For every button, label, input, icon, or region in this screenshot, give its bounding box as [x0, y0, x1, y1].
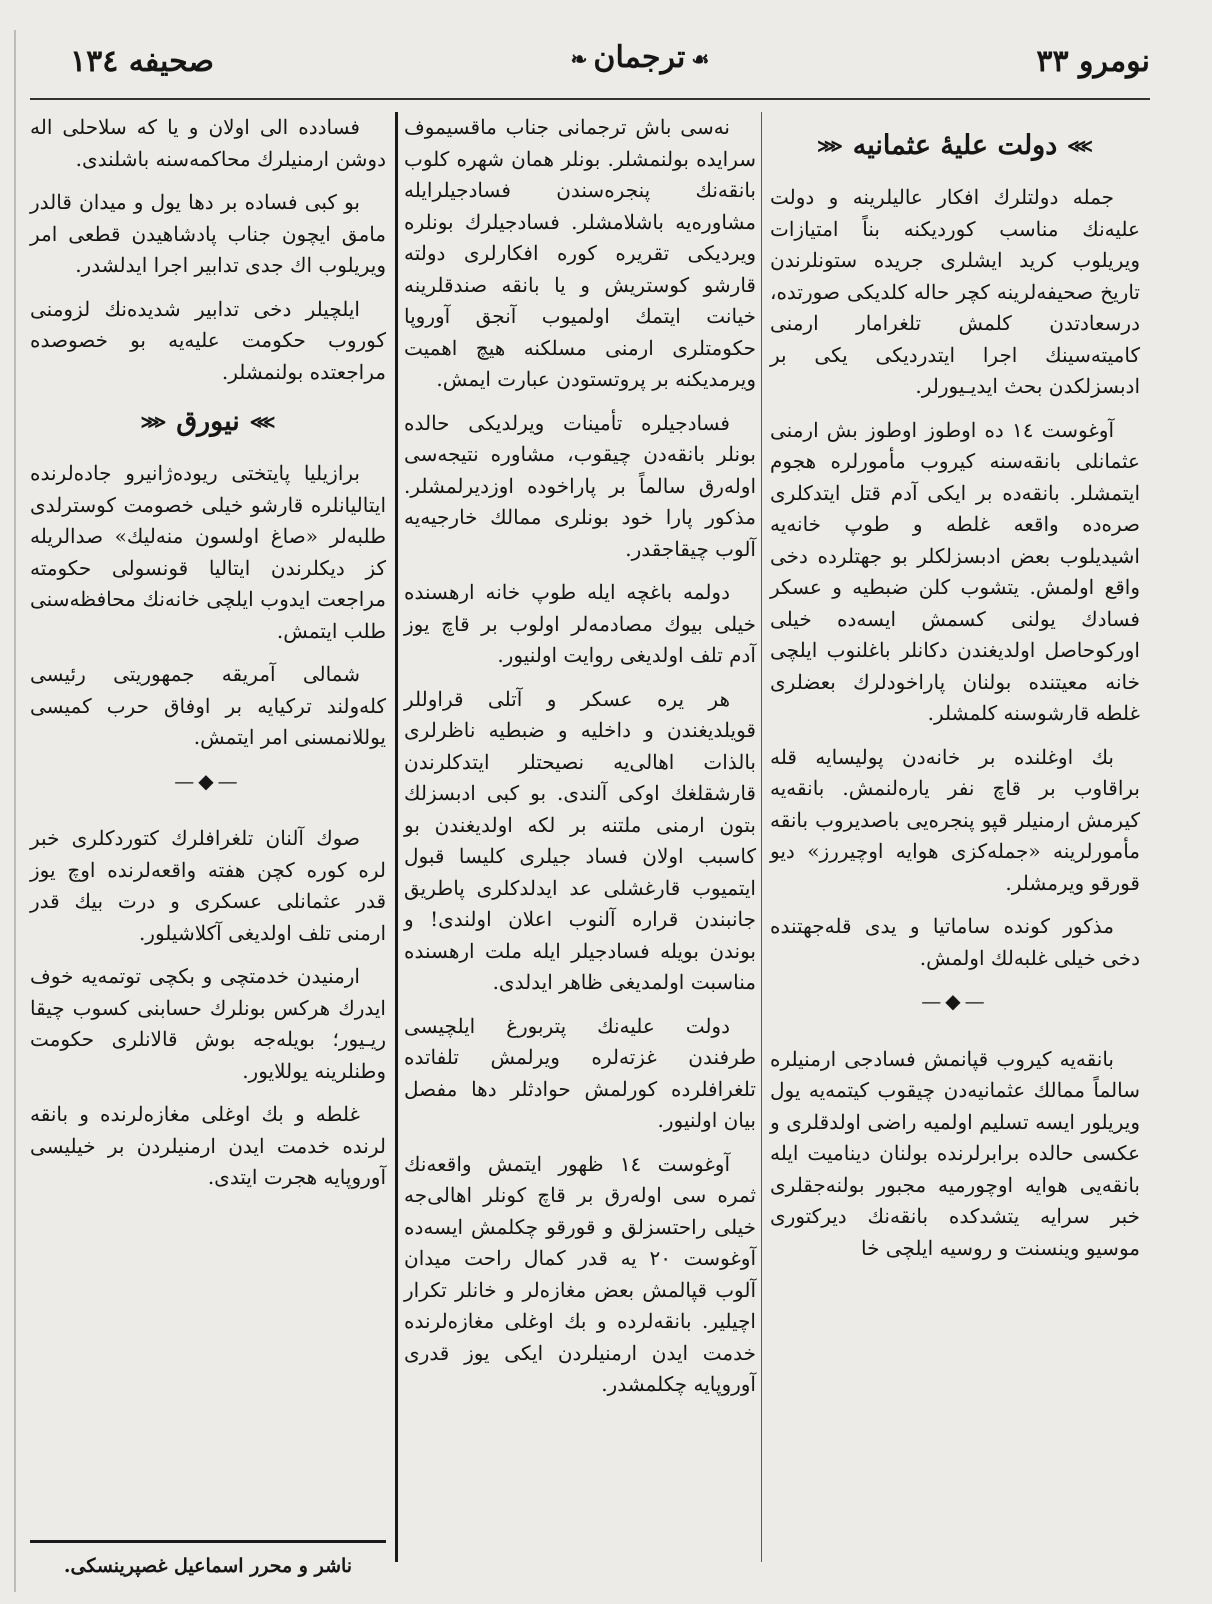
masthead-rule — [30, 98, 1150, 100]
heading-text: دولت علیهٔ عثمانیه — [852, 130, 1058, 161]
article-paragraph: ارمنیدن خدمتچی و بكچی توتمه‌یه خوف ایدرك هركس بونلرك حسابنی كسوب چیقا ریـیور؛ بویله‌جه بوش قالانلری حكومت وطنلرینه یوللایور. — [30, 964, 386, 1083]
issue-number: نومرو ۳۳ — [1036, 44, 1150, 79]
article-paragraph: بك اوغلنده بر خانه‌دن پولیسایه قله براقاوب بر قاچ نفر یاره‌لنمش. بانقه‌یه كیرمش ارمنیلر قپو پنجره‌یی باصدیروب بانقه مأمورلرینه «جمله‌كزی هوایه اوچیررز» دیو قورقو ویرمشلر. — [770, 744, 1140, 895]
flourish-icon: ❧ — [570, 47, 588, 71]
article-paragraph: آوغوست ١٤ ظهور ایتمش واقعه‌نك ثمره سی اوله‌رق بر قاچ كونلر اهالی‌جه خیلی راحتسزلق و قورقو چكلمش ایسه‌ده آوغوست ٢٠ یه قدر كمال راحت میدان آلوب قپالمش بعض مغازه‌لر و خانلر تكرار اچیلیر. بانقه‌لرده و بك اوغلی مغازه‌لرنده خدمت ایدن ارمنیلردن ایكی یوز قدری آوروپایه چكلمشدر. — [404, 1151, 756, 1396]
article-paragraph: بانقه‌یه كیروب قپانمش فسادجی ارمنیلره سالماً ممالك عثمانیه‌دن چیقوب كیتمه‌یه یول ویریلور ایسه تسلیم اولمیه راضی اولدقلری و عكسی حالده برابرلرنده بولنان دینامیت ایله بانقه‌یی هوایه اوچورمیه مجبور بولنه‌جقلری خبر سرایه یتشدكده بانقه‌نك دیركتوری موسیو وینسنت و روسیه ایلچی خا — [770, 1046, 1140, 1260]
newspaper-title — [540, 40, 740, 75]
section-heading-new-york — [30, 406, 386, 438]
article-paragraph: آوغوست ١٤ ده اوطوز اوطوز بش ارمنی عثمانلی بانقه‌سنه كیروب مأمورلره هجوم ایتمشلر. بانقه‌ده بر ایكی آدم قتل ایتدكلری صره‌ده واقعه غلطه و طوپ خانه‌یه اشیدیلوب بعض ادبسزلكلر بو جهتلرده دخی واقع اولمش. یتشوب كلن ضبطیه و عسكر فسادك یولنی كسمش ایسه‌ده خیلی اوركوحاصل اولدیغندن دكانلر باغلنوب ایلچی خانه معیتنده بولنان پاراخودلرك بعضلری غلطه قارشوسنه كلمشلر. — [770, 417, 1140, 726]
ornament-icon: ⋘ — [140, 411, 167, 433]
footer-rule — [30, 1540, 386, 1543]
article-paragraph: ایلچیلر دخی تدابیر شدیده‌نك لزومنی كوروب حكومت علیه‌یه بو خصوصده مراجعتده بولنمشلر. — [30, 296, 386, 384]
article-paragraph: بو كبی فساده بر دها یول و میدان قالدر مامق ایچون جناب پادشاهیدن قطعی امر ویریلوب اك جدی تدابیر اجرا ایدلشدر. — [30, 190, 386, 277]
article-paragraph: نه‌سی باش ترجمانی جناب ماقسیموف سرایده بولنمشلر. بونلر همان شهره كلوب بانقه‌نك پنجره‌سندن فسادجیلرایله مشاوره‌یه باشلامشلر. فسادجیلرك بونلره ویردیكی تقریره كوره افكارلری دولته قارشو كوستریش و یا بانقه صندقلرینه خیانت ایتمك اولمیوب آنجق آوروپا حكومتلری ارمنی مسلكنه هیچ اهمیت ویرمدیكنه بر پروتستودن عبارت ایمش. — [404, 115, 756, 391]
title-text: ترجمان — [593, 40, 686, 75]
article-paragraph: مذكور كونده ساماتیا و یدی قله‌جهتنده دخی خیلی غلبه‌لك اولمش. — [770, 914, 1140, 970]
article-paragraph: غلطه و بك اوغلی مغازه‌لرنده و بانقه لرنده خدمت ایدن ارمنیلردن بر خیلیسی آوروپایه هجرت ایتدی. — [30, 1102, 386, 1190]
column-right — [770, 112, 1140, 1276]
article-paragraph: فسادجیلره تأمینات ویرلدیكی حالده بونلر بانقه‌دن چیقوب، مشاوره نتیجه‌سی اوله‌رق سالماً بر پاراخوده اوزدیرلمشلر. مذكور پارا خود بونلری ممالك خارجیه‌یه آلوب چیقاجقدر. — [404, 410, 756, 561]
article-paragraph: شمالی آمریقه جمهوریتی رئیسی كله‌ولند تركیایه بر اوفاق حرب كمیسی یوللانمسنی امر ایتمش. — [30, 662, 386, 750]
article-paragraph: دولت علیه‌نك پتربورغ ایلچیسی طرفندن غزته‌لره ویرلمش تلفاتده تلغرافلرده كورلمش حوادثلر دها مفصل بیان اولنیور. — [404, 1013, 756, 1132]
ornament-icon: ⋙ — [249, 411, 276, 433]
column-divider — [395, 112, 398, 1562]
article-paragraph: برازیلیا پایتختی ریوده‌ژانیرو جاده‌لرنده ایتالیانلره قارشو خیلی خصومت كوسترلدی طلبه‌لر «صاغ اولسون منه‌لیك» صدالریله كز دیكلرندن ایتالیا قونسولی حكومته مراجعت ایدوب ایلچی خانه‌نك محافظه‌سنی طلب ایتمش. — [30, 461, 386, 643]
page-number: صحیفه ۱۳٤ — [70, 44, 214, 79]
column-middle — [404, 112, 756, 1413]
article-paragraph: جمله دولتلرك افكار عالیلرینه و دولت علیه‌نك مناسب كوردیكنه بناً امتیازات ویریلوب كرید ایشلری جریده ستونلرندن تاریخ صحیفه‌لرینه كچر حاله كلدیكی صورتده، درسعادتدن كلمش تلغرامار ارمنی كامیته‌سینك اجرا ایتدردیكی یكی بر ادبسزلكدن بحث ایدیـیورلر. — [770, 185, 1140, 399]
article-paragraph: هر یره عسكر و آتلی قراوللر قویلدیغندن و داخلیه و ضبطیه ناظرلری بالذات اهالی‌یه نصیحتلر ایتدكلرندن قارشقلغك اوكی آلندی. بو كبی ادبسزلك بتون ارمنی ملتنه بر لكه اولدیغندن بو كاسبب اولان فساد جیلری كلیسا قبول ایتمیوب قارغشلی عد ایدلدكلری پاطریق جانبندن قراره آلنوب اعلان اولندی! و بوندن بویله فسادجیلر ایله ملت ارهسنده مناسبت اولمدیغی ظاهر ایدلدی. — [404, 686, 756, 994]
section-heading-ottoman-state — [770, 130, 1140, 162]
ornament-icon: ⋙ — [1067, 135, 1093, 157]
column-divider — [761, 112, 762, 1562]
heading-text: نیورق — [176, 406, 240, 437]
publisher-footer: ناشر و محرر اسماعیل غصپرینسكی. — [63, 1555, 353, 1577]
section-separator: —◆— — [174, 768, 242, 793]
article-paragraph: دولمه باغچه ایله طوپ خانه ارهسنده خیلی بیوك مصادمه‌لر اولوب بر قاچ یوز آدم تلف اولدیغی روایت اولنیور. — [404, 580, 756, 667]
ornament-icon: ⋘ — [817, 135, 843, 157]
section-separator: —◆— — [921, 989, 989, 1014]
flourish-icon: ☙ — [691, 47, 710, 71]
article-paragraph: صوك آلنان تلغرافلرك كتوردكلری خبر لره كوره كچن هفته واقعه‌لرنده اوچ یوز قدر عثمانلی عسكری و درت بیك قدر ارمنی تلف اولدیغی آكلاشیلور. — [30, 826, 386, 945]
article-paragraph: فسادده الی اولان و یا كه سلاحلی اله دوشن ارمنیلرك محاكمه‌سنه باشلندی. — [30, 115, 386, 171]
column-left — [30, 112, 386, 1206]
masthead — [70, 40, 1150, 90]
